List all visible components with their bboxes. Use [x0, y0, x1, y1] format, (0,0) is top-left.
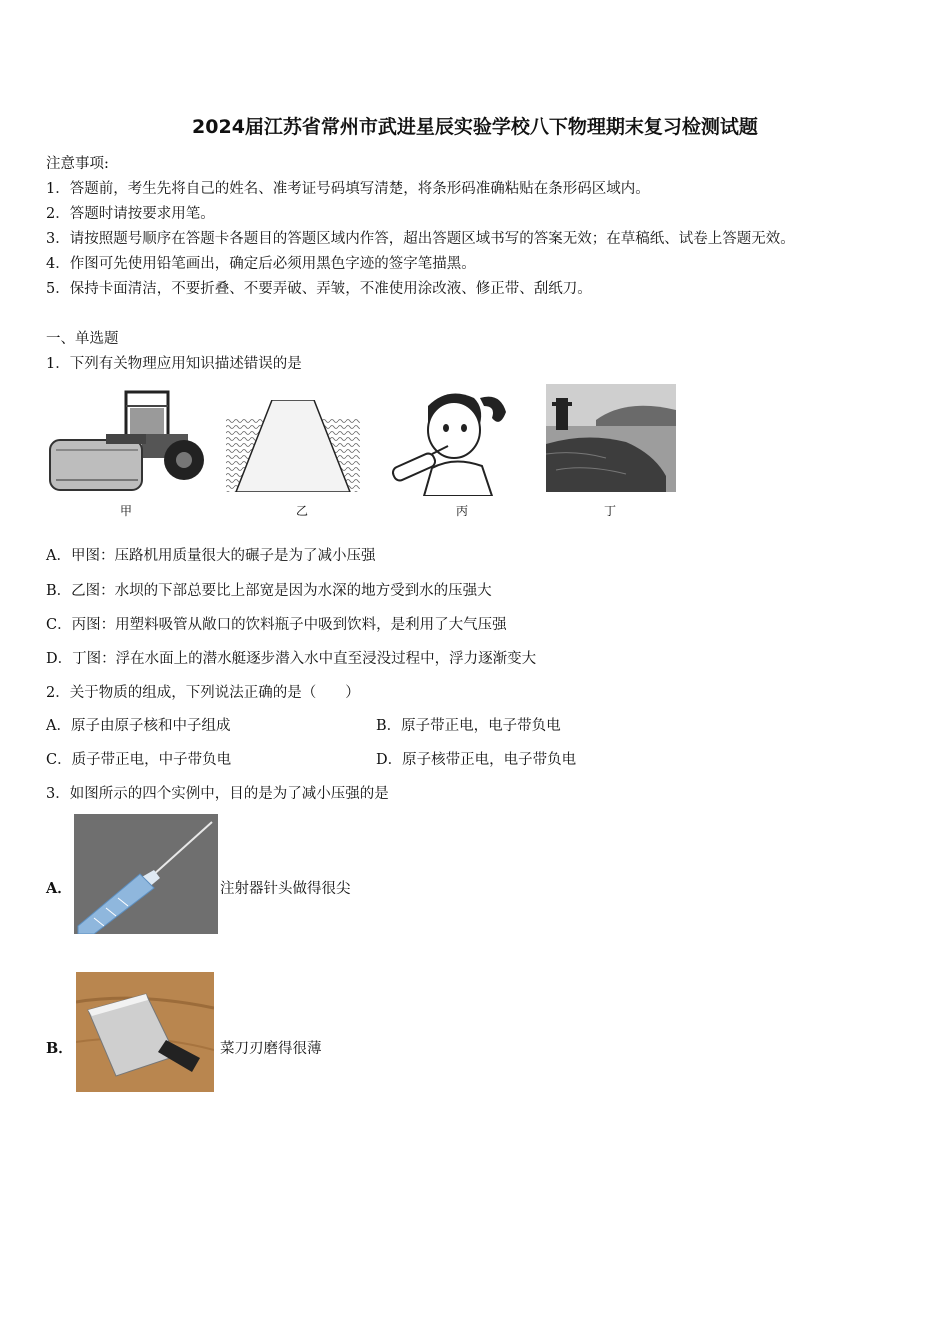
syringe-image — [74, 814, 218, 934]
notice-heading: 注意事项: — [46, 156, 109, 172]
figure-caption-jia: 甲 — [120, 504, 133, 518]
option-b: B．乙图：水坝的下部总要比上部宽是因为水深的地方受到水的压强大 — [46, 583, 492, 599]
option-a-text: 注射器针头做得很尖 — [220, 881, 351, 897]
question-stem: 1．下列有关物理应用知识描述错误的是 — [46, 356, 302, 372]
notice-item: 3．请按照题号顺序在答题卡各题目的答题区域内作答，超出答题区域书写的答案无效；在草稿纸、试卷上答题无效。 — [46, 231, 795, 247]
option-b: B．原子带正电，电子带负电 — [376, 718, 561, 734]
notice-item: 4．作图可先使用铅笔画出，确定后必须用黑色字迹的签字笔描黑。 — [46, 256, 476, 272]
option-c: C．质子带正电，中子带负电 — [46, 752, 232, 768]
question-stem: 2．关于物质的组成，下列说法正确的是（ ） — [46, 685, 360, 701]
option-a: A．原子由原子核和中子组成 — [46, 718, 231, 734]
option-a: A．甲图：压路机用质量很大的碾子是为了减小压强 — [46, 548, 376, 564]
option-d: D．原子核带正电，电子带负电 — [376, 752, 577, 768]
option-c: C．丙图：用塑料吸管从敞口的饮料瓶子中吸到饮料，是利用了大气压强 — [46, 617, 507, 633]
section-heading: 一、单选题 — [46, 331, 119, 347]
dam-image — [226, 400, 360, 492]
figure-caption-bing: 丙 — [456, 504, 469, 518]
notice-item: 1．答题前，考生先将自己的姓名、准考证号码填写清楚，将条形码准确粘贴在条形码区域内。 — [46, 181, 650, 197]
option-b-text: 菜刀刃磨得很薄 — [220, 1041, 322, 1057]
road-roller-image — [46, 384, 204, 496]
girl-straw-image — [388, 384, 518, 496]
option-d: D．丁图：浮在水面上的潜水艇逐步潜入水中直至浸没过程中，浮力逐渐变大 — [46, 651, 537, 667]
figure-caption-ding: 丁 — [604, 504, 617, 518]
option-a-letter: A． — [46, 880, 72, 897]
notice-item: 5．保持卡面清洁，不要折叠、不要弄破、弄皱，不准使用涂改液、修正带、刮纸刀。 — [46, 281, 592, 297]
option-b-letter: B． — [46, 1040, 73, 1057]
page-title: 2024届江苏省常州市武进星辰实验学校八下物理期末复习检测试题 — [192, 116, 758, 138]
figure-caption-yi: 乙 — [296, 504, 309, 518]
notice-item: 2．答题时请按要求用笔。 — [46, 206, 215, 222]
question-stem: 3．如图所示的四个实例中，目的是为了减小压强的是 — [46, 786, 389, 802]
submarine-image — [546, 384, 676, 492]
cleaver-image — [76, 972, 214, 1092]
